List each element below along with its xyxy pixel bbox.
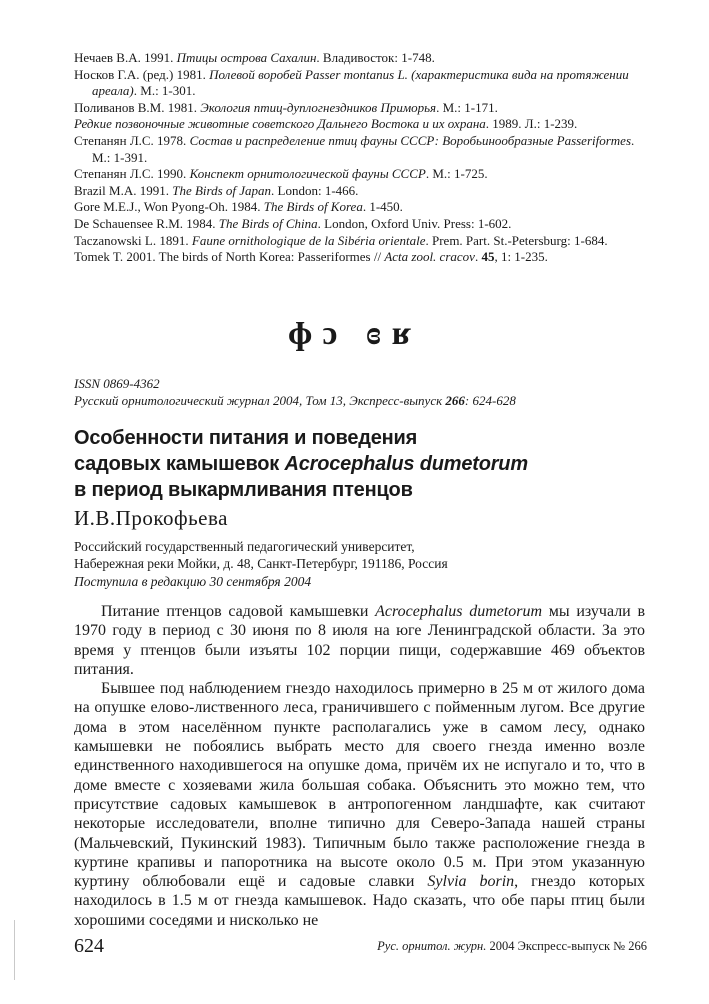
reference-item: Степанян Л.С. 1978. Состав и распределение птиц фауны СССР: Воробьинообразные Passeriformes. М.: 1-391. — [74, 132, 635, 165]
reference-list — [74, 50, 649, 266]
journal-header — [74, 376, 649, 409]
section-divider-ornament: ɸɔ ɞʁ — [287, 315, 422, 352]
issn: ISSN 0869-4362 — [74, 376, 160, 391]
paragraph: Питание птенцов садовой камышевки Acrocephalus dumetorum мы изучали в 1970 году в период с 30 июня по 8 июля на юге Ленинградской области. За это время у птенцов были изъяты 102 порции пищи, содержавшие 469 объектов питания. — [74, 603, 645, 678]
reference-item: Нечаев В.А. 1991. Птицы острова Сахалин. Владивосток: 1-748. — [74, 50, 435, 65]
reference-item: Gore M.E.J., Won Pyong-Oh. 1984. The Birds of Korea. 1-450. — [74, 199, 403, 215]
article-body — [74, 602, 645, 930]
article-title: Особенности питания и поведения садовых камышевок Acrocephalus dumetorum в период выкармливания птенцов — [74, 427, 528, 501]
margin-rule — [14, 920, 15, 980]
reference-item: Taczanowski L. 1891. Faune ornithologique de la Sibéria orientale. Prem. Part. St.-Petersburg: 1-684. — [74, 232, 608, 248]
reference-item: Редкие позвоночные животные советского Дальнего Востока и их охрана. 1989. Л.: 1-239. — [74, 116, 578, 132]
paragraph: Бывшее под наблюдением гнездо находилось примерно в 25 м от жилого дома на опушке елово-лиственного леса, граничившего с пойменным лугом. Все другие дома в этом населённом пункте располагались уже в самом лесу, однако камышевки не побоялись выбрать место для своего гнезда именно возле единственного находившегося на опушке дома, причём их не испугало и то, что в доме вместе с хозяевами жила большая собака. Объяснить это можно тем, что присутствие садовых камышевок в антропогенном ландшафте, как считают некоторые исследователи, вполне типично для Северо-Запада нашей страны (Мальчевский, Пукинский 1983). Типичным было также расположение гнезда в куртине крапивы и папоротника на высоте около 0.5 м. При этом указанную куртину облюбовали ещё и садовые славки Sylvia borin, гнездо которых находилось в 1.5 м от гнезда камышевок. Надо сказать, что обе пары птиц были хорошими соседями и нисколько не — [74, 680, 646, 929]
running-head: Рус. орнитол. журн. 2004 Экспресс-выпуск № 266 — [377, 939, 647, 953]
journal-citation: Русский орнитологический журнал 2004, Том 13, Экспресс-выпуск 266: 624-628 — [74, 392, 516, 408]
reference-item: Brazil M.A. 1991. The Birds of Japan. London: 1-466. — [74, 182, 359, 198]
reference-item: Поливанов В.М. 1981. Экология птиц-дуплогнездников Приморья. М.: 1-171. — [74, 99, 498, 115]
reference-item: De Schauensee R.M. 1984. The Birds of China. London, Oxford Univ. Press: 1-602. — [74, 215, 512, 231]
reference-item: Носков Г.А. (ред.) 1981. Полевой воробей Passer montanus L. (характеристика вида на протяжении ареала). М.: 1-301. — [74, 66, 629, 99]
author-affiliation: Российский государственный педагогический университет, Набережная реки Мойки, д. 48, Санкт-Петербург, 191186, Россия — [74, 539, 448, 571]
reference-item: Степанян Л.С. 1990. Конспект орнитологической фауны СССР. М.: 1-725. — [74, 166, 488, 182]
author-name: И.В.Прокофьева — [74, 506, 228, 530]
page-number: 624 — [74, 935, 104, 957]
received-date: Поступила в редакцию 30 сентября 2004 — [74, 574, 312, 589]
reference-item: Tomek T. 2001. The birds of North Korea: Passeriformes // Acta zool. cracov. 45, 1: 1-235. — [74, 249, 548, 265]
